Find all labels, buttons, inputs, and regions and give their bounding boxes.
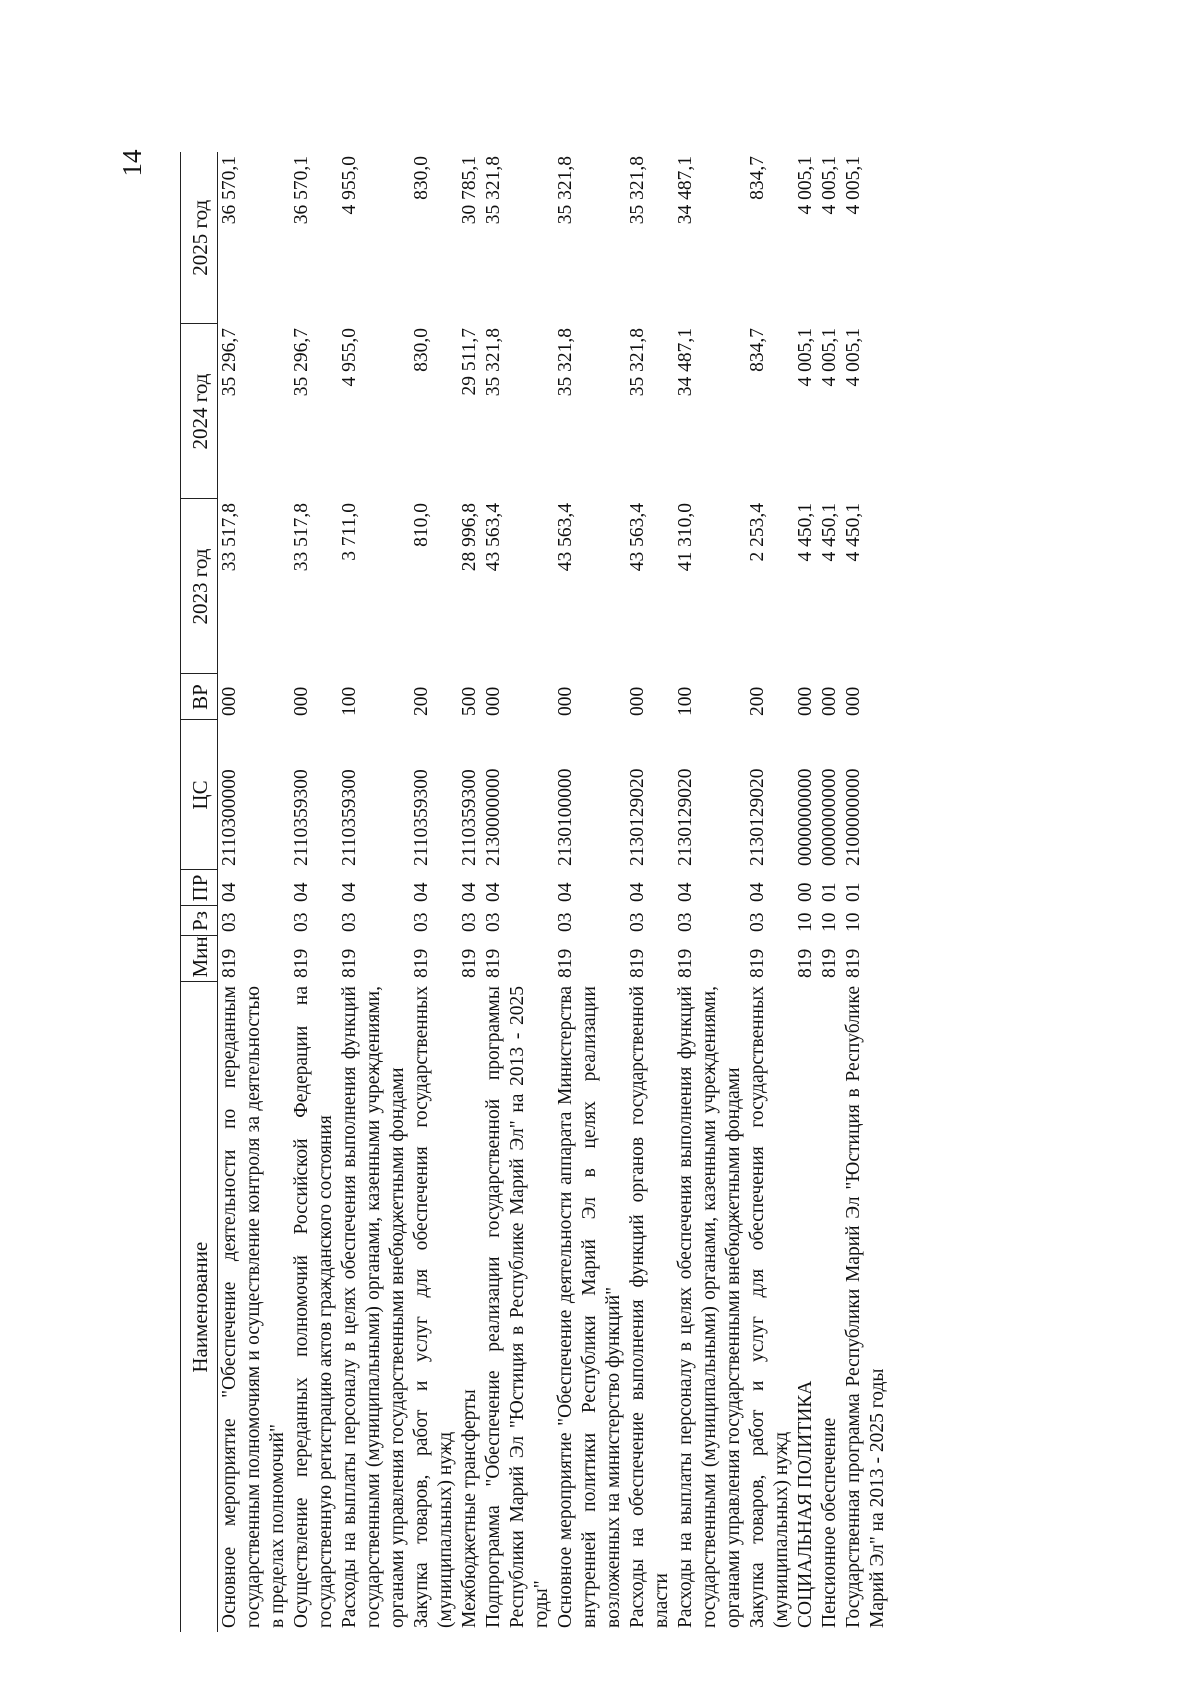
- cell-2023: 2 253,4: [747, 503, 768, 562]
- header-2024: 2024 год: [181, 324, 218, 499]
- cell-2024: 830,0: [411, 328, 432, 372]
- cell-rz: 10: [795, 912, 816, 932]
- header-vr: ВР: [181, 674, 218, 720]
- cell-name: Закупка товаров, работ и услуг для обеспечения государственных (муниципальных) нужд: [747, 986, 792, 1628]
- cell-2024: 35 296,7: [291, 328, 312, 397]
- table-row: [842, 152, 890, 1632]
- cell-rz: 03: [459, 912, 480, 932]
- cell-2025: 4 005,1: [819, 156, 840, 215]
- table-header-row: [181, 152, 218, 1632]
- cell-rz: 03: [627, 912, 648, 932]
- cell-2024: 4 005,1: [843, 328, 864, 387]
- cell-2024: 34 487,1: [675, 328, 696, 397]
- cell-2025: 35 321,8: [555, 156, 576, 225]
- cell-name: Расходы на выплаты персоналу в целях обеспечения выполнения функций государственными (муниципальными) органами, казенными учреждениями, органами управления государственными внебюджетными фондами: [339, 986, 408, 1628]
- cell-2025: 30 785,1: [459, 156, 480, 225]
- cell-min: 819: [627, 948, 648, 978]
- cell-rz: 03: [219, 912, 240, 932]
- table-row: [482, 152, 554, 1632]
- cell-pr: 04: [219, 882, 240, 902]
- cell-2023: 41 310,0: [675, 503, 696, 572]
- cell-name: СОЦИАЛЬНАЯ ПОЛИТИКА: [795, 1380, 816, 1628]
- rotated-table-container: [180, 122, 1060, 1632]
- cell-vr: 000: [291, 686, 312, 716]
- cell-name: Пенсионное обеспечение: [819, 1417, 840, 1628]
- cell-vr: 200: [411, 686, 432, 716]
- cell-rz: 03: [291, 912, 312, 932]
- table-row: [338, 152, 410, 1632]
- cell-vr: 000: [483, 686, 504, 716]
- cell-2025: 34 487,1: [675, 156, 696, 225]
- cell-min: 819: [555, 948, 576, 978]
- cell-cs: 2130000000: [483, 768, 504, 866]
- cell-2025: 4 005,1: [795, 156, 816, 215]
- cell-vr: 500: [459, 686, 480, 716]
- cell-2024: 4 005,1: [819, 328, 840, 387]
- cell-min: 819: [411, 948, 432, 978]
- cell-vr: 000: [555, 686, 576, 716]
- cell-rz: 03: [747, 912, 768, 932]
- table-row: [794, 152, 818, 1632]
- cell-pr: 04: [291, 882, 312, 902]
- cell-2025: 36 570,1: [291, 156, 312, 225]
- cell-pr: 04: [459, 882, 480, 902]
- cell-pr: 04: [483, 882, 504, 902]
- cell-pr: 04: [627, 882, 648, 902]
- cell-cs: 0000000000: [819, 768, 840, 866]
- cell-vr: 100: [675, 686, 696, 716]
- cell-vr: 000: [219, 686, 240, 716]
- table-row: [674, 152, 746, 1632]
- cell-min: 819: [795, 948, 816, 978]
- cell-2023: 43 563,4: [483, 503, 504, 572]
- cell-cs: 2110359300: [459, 769, 480, 866]
- cell-2024: 35 321,8: [483, 328, 504, 397]
- cell-vr: 000: [819, 686, 840, 716]
- cell-pr: 04: [555, 882, 576, 902]
- cell-name: Основное мероприятие "Обеспечение деятельности по переданным государственным полномочиям и осуществление контроля за деятельностью в пределах полномочий": [219, 986, 288, 1628]
- cell-cs: 2110359300: [339, 769, 360, 866]
- cell-cs: 2130129020: [675, 768, 696, 866]
- cell-name: Межбюджетные трансферты: [459, 1389, 480, 1628]
- cell-min: 819: [819, 948, 840, 978]
- cell-2023: 33 517,8: [219, 503, 240, 572]
- table-row: [626, 152, 674, 1632]
- cell-2023: 43 563,4: [627, 503, 648, 572]
- cell-2023: 43 563,4: [555, 503, 576, 572]
- cell-2024: 4 955,0: [339, 328, 360, 387]
- cell-2023: 810,0: [411, 503, 432, 547]
- cell-cs: 2110300000: [219, 769, 240, 866]
- cell-min: 819: [747, 948, 768, 978]
- cell-vr: 000: [795, 686, 816, 716]
- cell-cs: 0000000000: [795, 768, 816, 866]
- cell-2024: 834,7: [747, 328, 768, 372]
- cell-2025: 36 570,1: [219, 156, 240, 225]
- cell-name: Расходы на выплаты персоналу в целях обеспечения выполнения функций государственными (муниципальными) органами, казенными учреждениями, органами управления государственными внебюджетными фондами: [675, 986, 744, 1628]
- cell-name: Государственная программа Республики Марий Эл "Юстиция в Республике Марий Эл" на 2013 - 2025 годы: [843, 986, 888, 1628]
- cell-2023: 4 450,1: [843, 503, 864, 562]
- table-body: [218, 152, 891, 1632]
- cell-rz: 03: [339, 912, 360, 932]
- cell-cs: 2130129020: [627, 768, 648, 866]
- table-row: [746, 152, 794, 1632]
- cell-min: 819: [843, 948, 864, 978]
- header-name: Наименование: [181, 982, 218, 1632]
- cell-2024: 29 511,7: [459, 328, 480, 396]
- cell-vr: 200: [747, 686, 768, 716]
- header-min: Мин: [181, 936, 218, 982]
- cell-pr: 04: [747, 882, 768, 902]
- cell-cs: 2130129020: [747, 768, 768, 866]
- cell-rz: 03: [411, 912, 432, 932]
- cell-2023: 33 517,8: [291, 503, 312, 572]
- cell-pr: 04: [411, 882, 432, 902]
- budget-table: [180, 152, 890, 1632]
- cell-2024: 35 321,8: [627, 328, 648, 397]
- cell-cs: 2110359300: [291, 769, 312, 866]
- cell-2025: 834,7: [747, 156, 768, 200]
- cell-pr: 04: [675, 882, 696, 902]
- cell-min: 819: [483, 948, 504, 978]
- cell-vr: 000: [843, 686, 864, 716]
- cell-rz: 10: [843, 912, 864, 932]
- cell-2023: 4 450,1: [795, 503, 816, 562]
- cell-min: 819: [459, 948, 480, 978]
- header-rz: Рз: [181, 906, 218, 936]
- cell-cs: 2110359300: [411, 769, 432, 866]
- cell-2025: 35 321,8: [627, 156, 648, 225]
- cell-name: Расходы на обеспечение выполнения функций органов государственной власти: [627, 986, 672, 1628]
- header-cs: ЦС: [181, 720, 218, 870]
- cell-min: 819: [219, 948, 240, 978]
- header-2025: 2025 год: [181, 152, 218, 324]
- cell-pr: 01: [819, 882, 840, 902]
- table-row: [410, 152, 458, 1632]
- cell-2025: 4 005,1: [843, 156, 864, 215]
- cell-rz: 03: [555, 912, 576, 932]
- table-row: [554, 152, 626, 1632]
- cell-rz: 10: [819, 912, 840, 932]
- header-pr: ПР: [181, 870, 218, 906]
- cell-min: 819: [675, 948, 696, 978]
- cell-2025: 35 321,8: [483, 156, 504, 225]
- cell-2025: 4 955,0: [339, 156, 360, 215]
- page-number: 14: [117, 149, 147, 177]
- table-row: [458, 152, 482, 1632]
- cell-pr: 04: [339, 882, 360, 902]
- cell-2023: 3 711,0: [339, 503, 360, 561]
- header-2023: 2023 год: [181, 499, 218, 674]
- cell-name: Закупка товаров, работ и услуг для обеспечения государственных (муниципальных) нужд: [411, 986, 456, 1628]
- cell-name: Основное мероприятие "Обеспечение деятельности аппарата Министерства внутренней политики Республики Марий Эл в целях реализации возложенных на министерство функций": [555, 986, 624, 1628]
- cell-2023: 28 996,8: [459, 503, 480, 572]
- cell-cs: 2130100000: [555, 768, 576, 866]
- cell-2024: 4 005,1: [795, 328, 816, 387]
- cell-rz: 03: [483, 912, 504, 932]
- cell-2024: 35 321,8: [555, 328, 576, 397]
- table-row: [818, 152, 842, 1632]
- table-row: [218, 152, 291, 1632]
- cell-name: Осуществление переданных полномочий Российской Федерации на государственную регистрацию актов гражданского состояния: [291, 986, 336, 1628]
- cell-vr: 100: [339, 686, 360, 716]
- cell-min: 819: [339, 948, 360, 978]
- cell-2025: 830,0: [411, 156, 432, 200]
- cell-cs: 2100000000: [843, 768, 864, 866]
- cell-2024: 35 296,7: [219, 328, 240, 397]
- cell-2023: 4 450,1: [819, 503, 840, 562]
- table-row: [290, 152, 338, 1632]
- cell-min: 819: [291, 948, 312, 978]
- cell-rz: 03: [675, 912, 696, 932]
- cell-pr: 00: [795, 882, 816, 902]
- cell-name: Подпрограмма "Обеспечение реализации государственной программы Республики Марий Эл "Юстиция в Республике Марий Эл" на 2013 - 2025 годы": [483, 986, 552, 1628]
- cell-vr: 000: [627, 686, 648, 716]
- cell-pr: 01: [843, 882, 864, 902]
